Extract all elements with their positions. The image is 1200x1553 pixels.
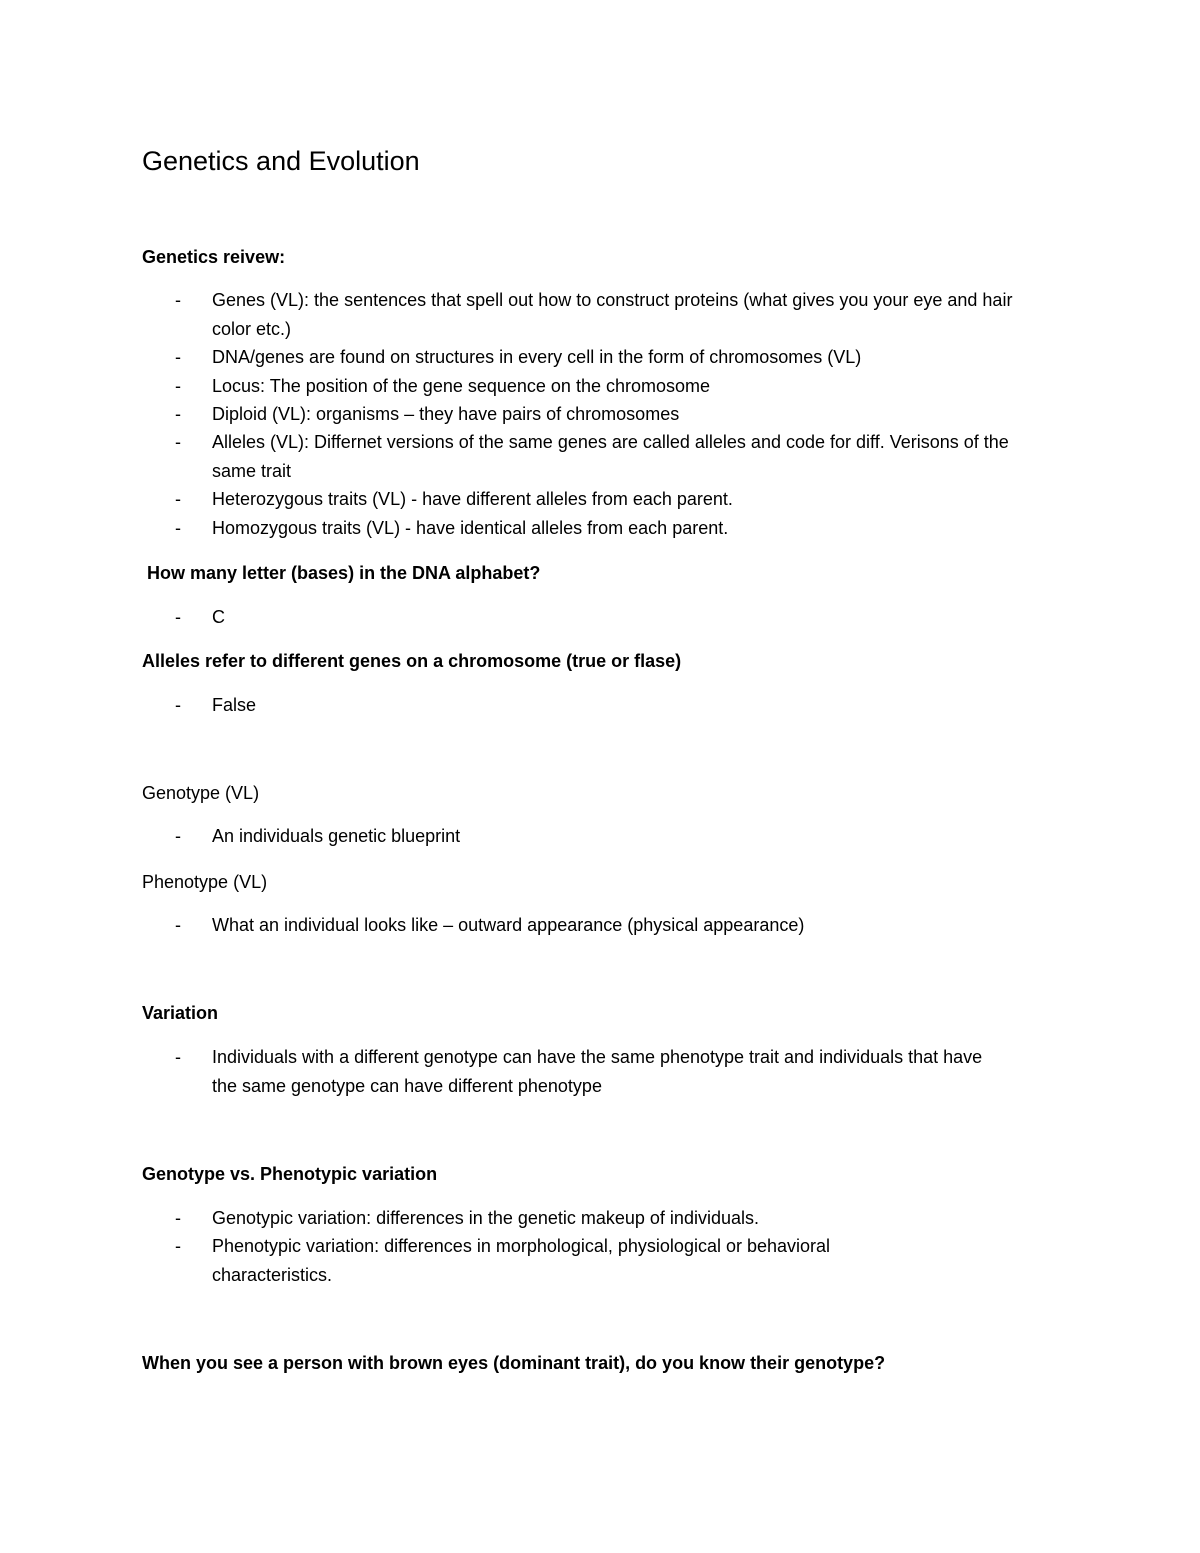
list-item [175,286,1025,343]
list-item-text: An individuals genetic blueprint [212,826,461,846]
list-item [175,485,1055,514]
list-item [175,400,1055,429]
section-heading-dna-question: How many letter (bases) in the DNA alphabet? [142,563,541,583]
list-item [175,343,1055,372]
bullet-dash: - [175,607,181,627]
bullet-dash: - [175,290,181,310]
list-item-text: Homozygous traits (VL) - have identical alleles from each parent. [212,518,729,538]
list-item-text: False [212,695,257,715]
bullet-dash: - [175,1208,181,1228]
section-heading-genetics-review: Genetics reivew: [142,247,286,267]
list-item [175,603,1055,632]
list-item [175,822,1055,851]
list-item [175,514,1055,543]
bullet-dash: - [175,1047,181,1067]
bullet-dash: - [175,518,181,538]
list-item-text: Locus: The position of the gene sequence on the chromosome [212,376,710,396]
list-item [175,1204,1055,1233]
list-item-text: Diploid (VL): organisms – they have pairs of chromosomes [212,404,680,424]
bullet-dash: - [175,376,181,396]
section-heading-brown-eyes-question: When you see a person with brown eyes (dominant trait), do you know their genotype? [142,1353,886,1373]
list-item [175,1043,1005,1100]
list-item [175,428,1025,485]
list-item-text: Heterozygous traits (VL) - have different alleles from each parent. [212,489,733,509]
list-item-text: Genes (VL): the sentences that spell out how to construct proteins (what gives you your eye and hair color etc.) [212,290,1013,339]
list-item-text: What an individual looks like – outward appearance (physical appearance) [212,915,805,935]
bullet-dash: - [175,826,181,846]
section-heading-genotype: Genotype (VL) [142,783,260,803]
list-item [175,911,1055,940]
document-title: Genetics and Evolution [142,146,420,176]
bullet-dash: - [175,1236,181,1256]
list-item-text: Phenotypic variation: differences in morphological, physiological or behavioral characteristics. [212,1236,831,1285]
list-item-text: Individuals with a different genotype can have the same phenotype trait and individuals that have the same genotype can have different phenotype [212,1047,983,1096]
section-heading-variation: Variation [142,1003,219,1023]
bullet-dash: - [175,404,181,424]
section-heading-alleles-question: Alleles refer to different genes on a chromosome (true or flase) [142,651,682,671]
section-heading-genotype-vs-phenotypic: Genotype vs. Phenotypic variation [142,1164,438,1184]
bullet-dash: - [175,347,181,367]
list-item [175,372,1055,401]
bullet-dash: - [175,432,181,452]
bullet-dash: - [175,915,181,935]
bullet-dash: - [175,489,181,509]
bullet-dash: - [175,695,181,715]
list-item-text: Genotypic variation: differences in the genetic makeup of individuals. [212,1208,759,1228]
list-item-text: DNA/genes are found on structures in every cell in the form of chromosomes (VL) [212,347,862,367]
list-item-text: Alleles (VL): Differnet versions of the same genes are called alleles and code for diff. Verisons of the same trait [212,432,1009,481]
list-item [175,1232,915,1289]
list-item-text: C [212,607,225,627]
section-heading-phenotype: Phenotype (VL) [142,872,268,892]
list-item [175,691,1055,720]
